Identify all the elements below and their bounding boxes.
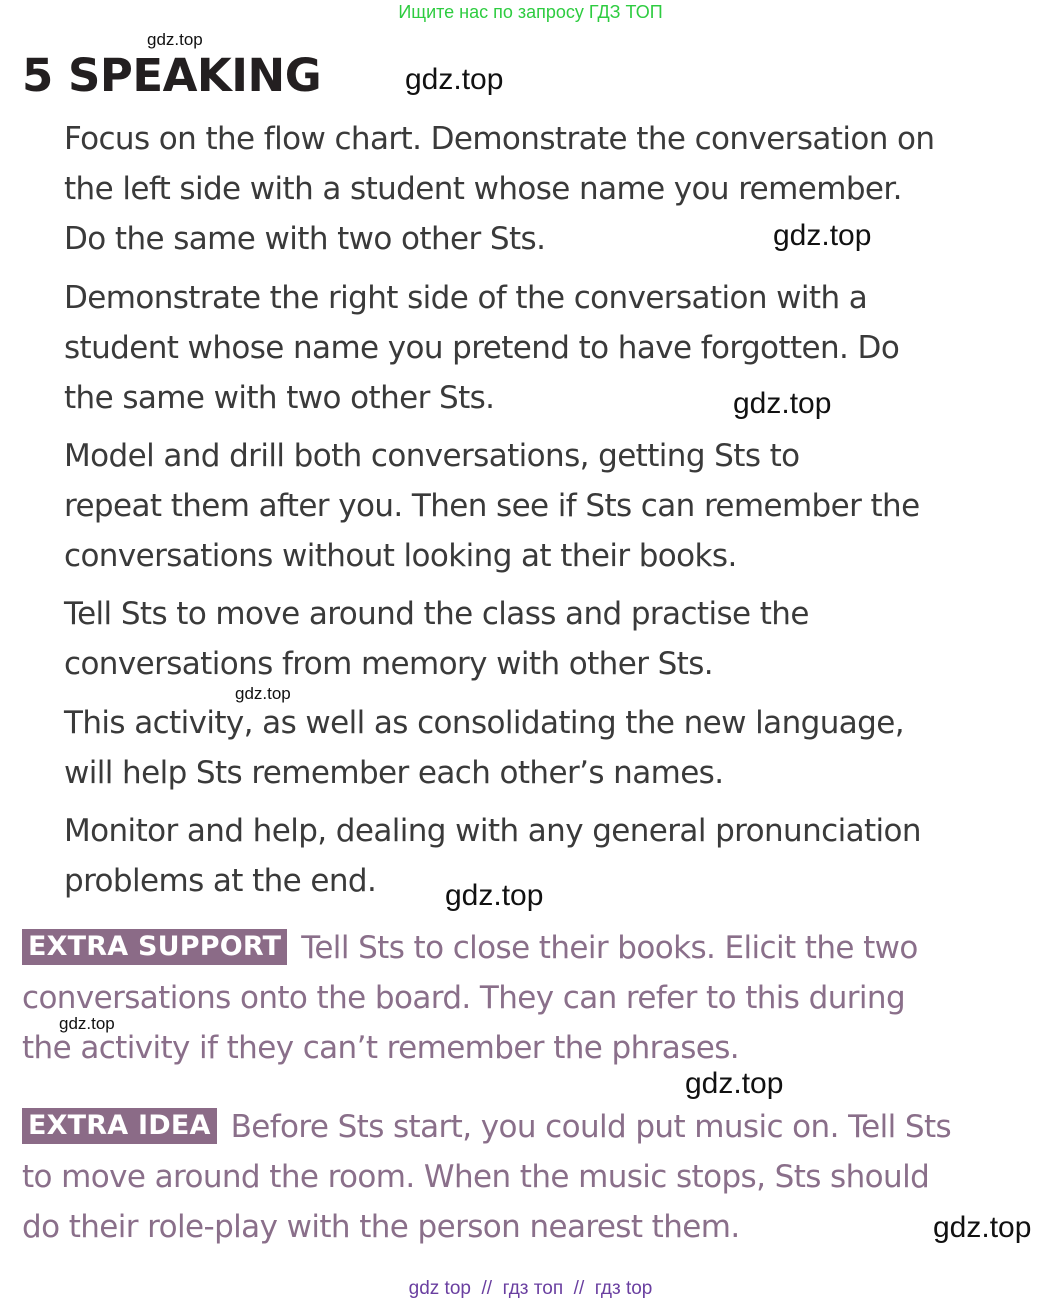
text-line: problems at the end. — [64, 863, 377, 899]
watermark: gdz.top — [59, 1014, 115, 1033]
text-line: repeat them after you. Then see if Sts can remember the — [64, 488, 920, 524]
text-line: Demonstrate the right side of the conversation with a — [64, 280, 868, 316]
watermark: gdz.top — [733, 387, 832, 420]
text-line: Focus on the flow chart. Demonstrate the conversation on — [64, 121, 935, 157]
watermark: gdz.top — [235, 684, 291, 703]
footer-links: gdz top // гдз топ // гдз top — [408, 1278, 653, 1299]
text-line: Do the same with two other Sts. — [64, 221, 546, 257]
text-line: conversations from memory with other Sts. — [64, 646, 714, 682]
paragraph-monitor — [64, 806, 1039, 906]
text-line: Before Sts start, you could put music on. Tell Sts — [230, 1109, 952, 1145]
watermark: gdz.top — [147, 30, 203, 49]
text-line: the left side with a student whose name you remember. — [64, 171, 902, 207]
extra-support-block — [22, 923, 1042, 1073]
paragraph-flow-chart — [64, 114, 1039, 264]
section-heading: 5 SPEAKING — [22, 49, 322, 102]
watermark: gdz.top — [445, 879, 544, 912]
watermark: gdz.top — [933, 1211, 1032, 1244]
text-line: conversations without looking at their books. — [64, 538, 737, 574]
extra-idea-label: EXTRA IDEA — [22, 1108, 217, 1144]
text-line: Monitor and help, dealing with any general pronunciation — [64, 813, 921, 849]
paragraph-activity — [64, 698, 1039, 798]
text-line: the activity if they can’t remember the phrases. — [22, 1030, 740, 1066]
paragraph-model-drill — [64, 431, 1039, 581]
text-line: This activity, as well as consolidating the new language, — [64, 705, 904, 741]
text-line: the same with two other Sts. — [64, 380, 495, 416]
search-banner: Ищите нас по запросу ГДЗ ТОП — [398, 2, 663, 22]
text-line: conversations onto the board. They can refer to this during — [22, 980, 906, 1016]
paragraph-move-around — [64, 589, 1039, 689]
text-line: will help Sts remember each other’s names. — [64, 755, 724, 791]
watermark: gdz.top — [405, 63, 504, 96]
paragraph-right-side — [64, 273, 1039, 423]
watermark: gdz.top — [685, 1067, 784, 1100]
extra-support-label: EXTRA SUPPORT — [22, 929, 287, 965]
text-line: do their role-play with the person nearest them. — [22, 1209, 740, 1245]
extra-idea-block — [22, 1102, 1042, 1252]
watermark: gdz.top — [773, 219, 872, 252]
text-line: to move around the room. When the music stops, Sts should — [22, 1159, 930, 1195]
text-line: Tell Sts to close their books. Elicit the two — [301, 930, 918, 966]
text-line: student whose name you pretend to have forgotten. Do — [64, 330, 900, 366]
text-line: Tell Sts to move around the class and practise the — [64, 596, 809, 632]
text-line: Model and drill both conversations, getting Sts to — [64, 438, 800, 474]
